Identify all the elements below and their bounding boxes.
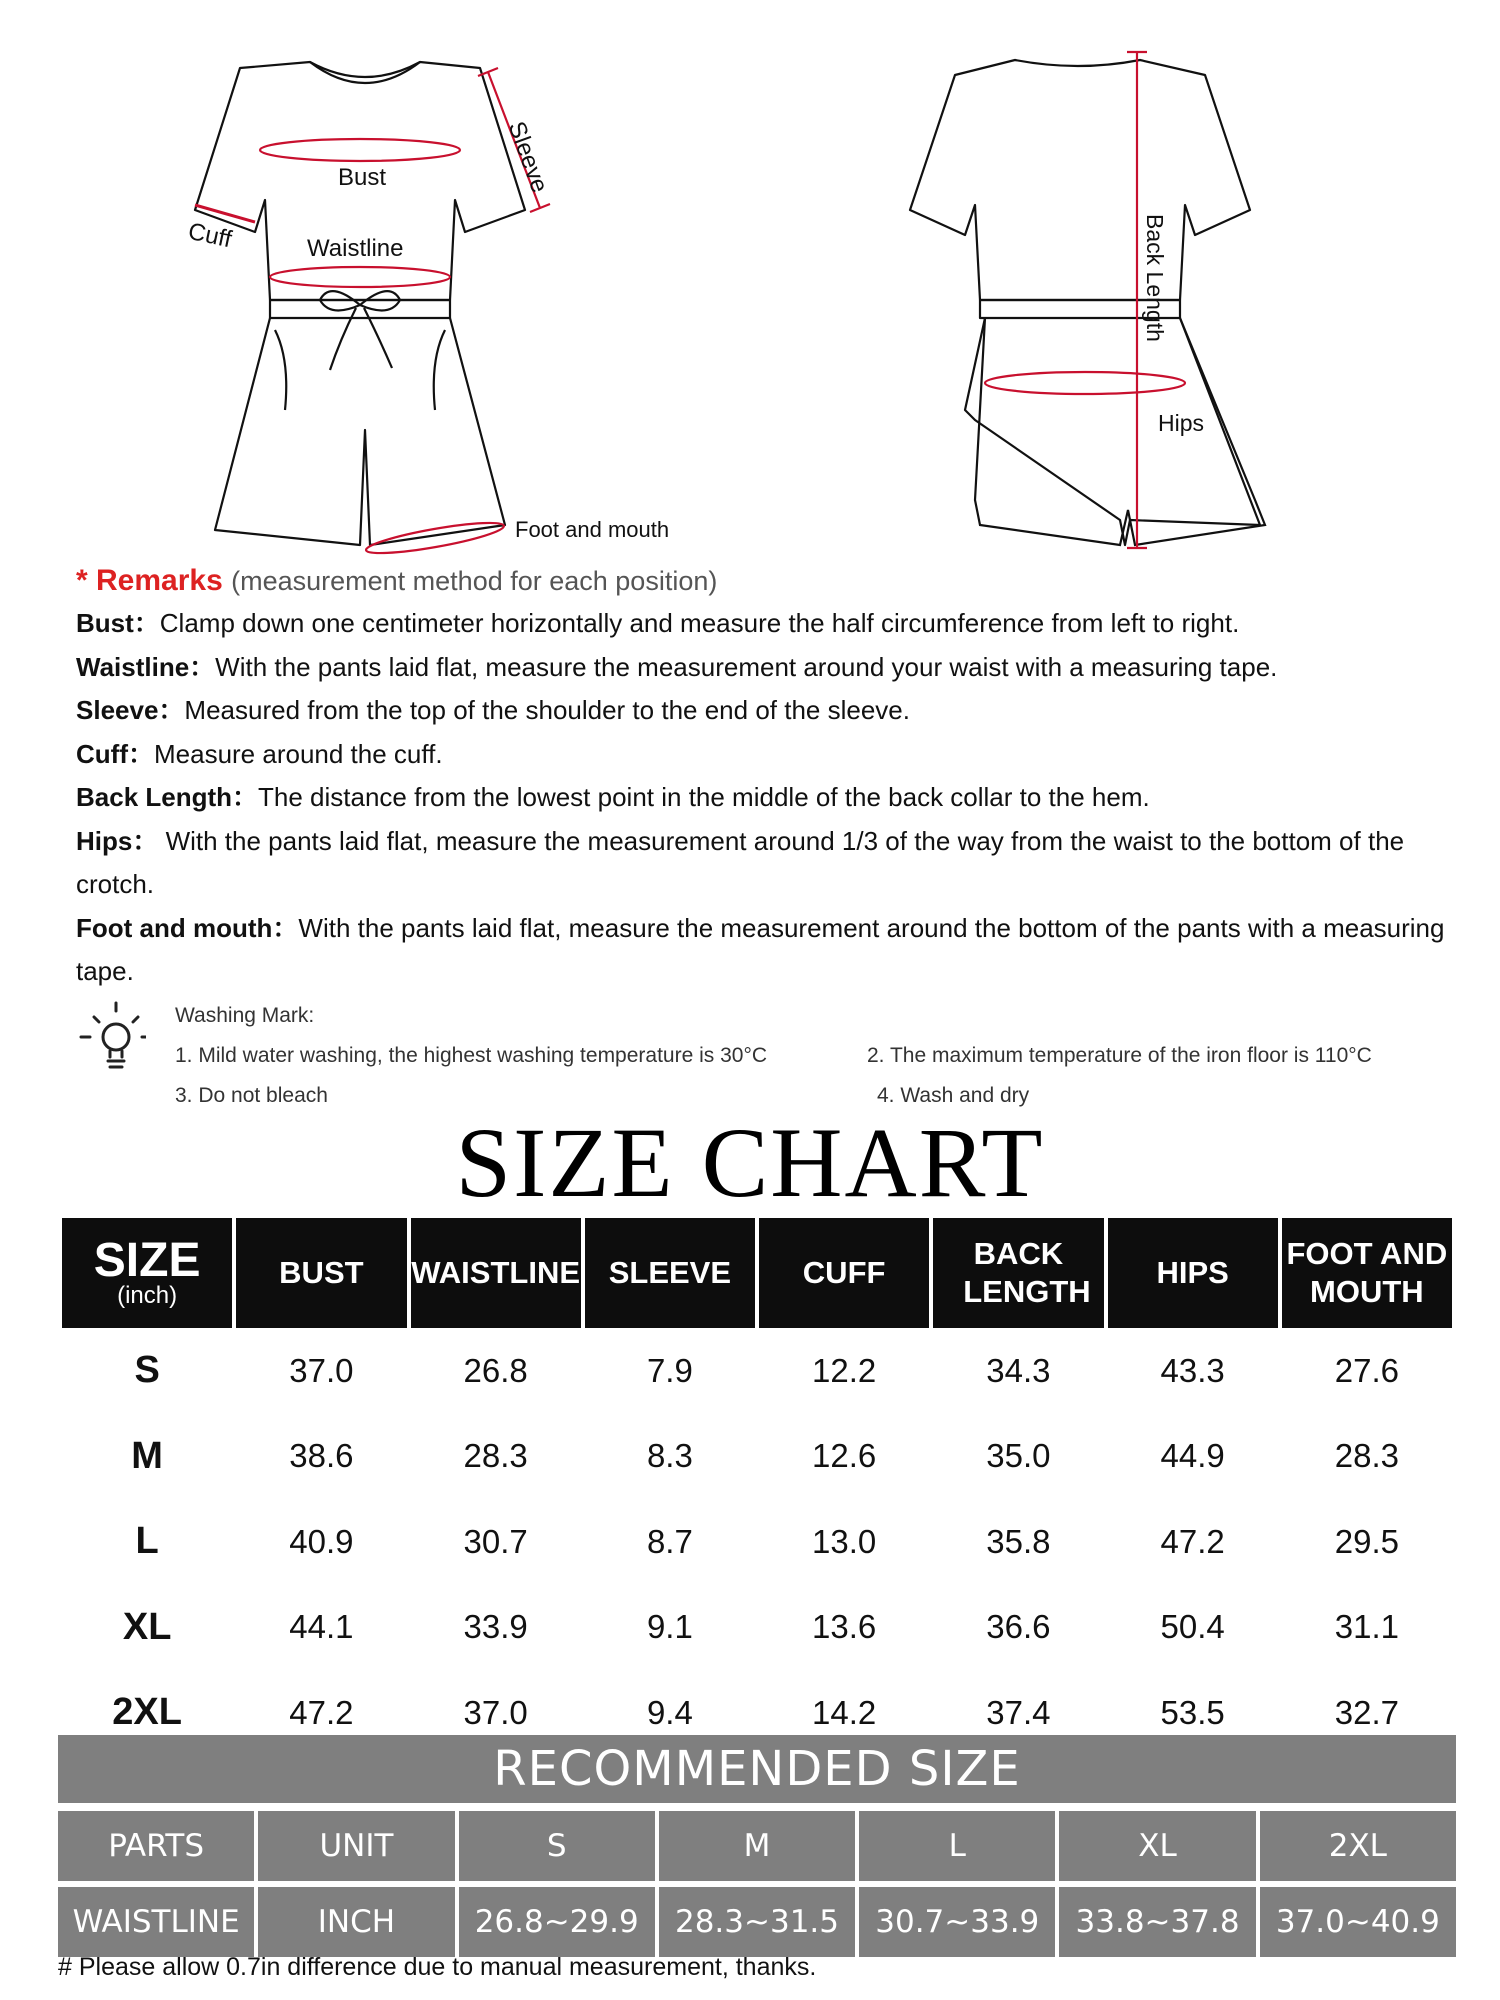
recommended-value-cell: 26.8~29.9 [459, 1887, 655, 1957]
recommended-value-cell: INCH [258, 1887, 454, 1957]
remark-text: The distance from the lowest point in the middle of the back collar to the hem. [258, 782, 1150, 812]
remarks-title [76, 560, 1456, 602]
size-cell: 2XL [112, 1691, 182, 1734]
remark-item [76, 602, 1456, 646]
remarks-heading: * Remarks [76, 564, 223, 597]
front-pocket-right [434, 330, 445, 410]
foot-mouth-measure-line [365, 517, 506, 559]
value-cell: 13.0 [812, 1522, 877, 1560]
size-header-cell [62, 1218, 232, 1328]
washing-item: 2. The maximum temperature of the iron floor is 110°C [867, 1044, 1372, 1067]
size-chart-table [58, 1218, 1456, 1756]
value-cell: 43.3 [1160, 1351, 1225, 1389]
washing-title: Washing Mark: [175, 1004, 315, 1027]
waistline-label: Waistline [307, 235, 404, 262]
foot-mouth-label: Foot and mouth [515, 517, 670, 542]
column-header: HIPS [1108, 1218, 1278, 1328]
remark-term: Bust： [76, 608, 160, 638]
romper-illustration [0, 0, 1500, 570]
recommended-size-table [54, 1805, 1460, 1963]
value-cell: 44.9 [1160, 1437, 1225, 1475]
value-cell: 12.2 [812, 1351, 877, 1389]
size-chart-header-row [62, 1218, 1452, 1328]
value-cell: 27.6 [1334, 1351, 1399, 1389]
recommended-header-row [58, 1811, 1456, 1881]
table-row [62, 1328, 1452, 1414]
washing-item: 1. Mild water washing, the highest washing temperature is 30°C [175, 1044, 768, 1067]
value-cell: 34.3 [986, 1351, 1051, 1389]
cuff-label: Cuff [185, 217, 235, 254]
value-cell: 44.1 [289, 1608, 354, 1646]
remark-text: With the pants laid flat, measure the measurement around your waist with a measuring tape. [215, 651, 1278, 682]
value-cell: 8.7 [646, 1522, 693, 1560]
recommended-header-cell: L [859, 1811, 1055, 1881]
column-header: SLEEVE [585, 1218, 755, 1328]
back-shorts-shape [975, 318, 1265, 545]
bust-label: Bust [338, 164, 387, 191]
waistline-measure-line [270, 267, 450, 287]
recommended-header-cell: 2XL [1260, 1811, 1456, 1881]
value-cell: 8.3 [646, 1437, 693, 1475]
value-cell: 33.9 [463, 1608, 528, 1646]
value-cell: 47.2 [289, 1693, 354, 1731]
recommended-size-section [58, 1735, 1456, 1963]
remark-term: Cuff： [76, 738, 154, 769]
value-cell: 29.5 [1334, 1522, 1399, 1560]
table-row [62, 1499, 1452, 1585]
remark-item [76, 820, 1456, 907]
value-cell: 53.5 [1160, 1693, 1225, 1731]
bust-measure-line [260, 139, 460, 161]
front-pocket-left [275, 330, 286, 410]
remark-text: Measure around the cuff. [153, 738, 443, 769]
remark-term: Hips： [76, 825, 159, 856]
remark-term: Foot and mouth： [76, 912, 299, 943]
remarks-section [76, 560, 1456, 994]
back-shirt-outline [910, 60, 1250, 300]
value-cell: 47.2 [1160, 1522, 1225, 1560]
column-header: WAISTLINE [411, 1218, 581, 1328]
remark-text: With the pants laid flat, measure the measurement around 1/3 of the way from the waist to the bottom of the crotch. [76, 825, 1405, 899]
column-header: CUFF [759, 1218, 929, 1328]
front-neckline [310, 62, 420, 83]
remark-text: Clamp down one centimeter horizontally and measure the half circumference from left to right. [159, 608, 1240, 638]
hips-measure-line [985, 372, 1185, 394]
table-row [62, 1585, 1452, 1671]
remark-item [76, 733, 1456, 777]
remark-term: Waistline： [76, 651, 216, 682]
value-cell: 37.0 [463, 1693, 528, 1731]
size-cell: S [134, 1349, 160, 1392]
recommended-value-row [58, 1887, 1456, 1957]
value-cell: 50.4 [1160, 1608, 1225, 1646]
value-cell: 36.6 [986, 1608, 1051, 1646]
washing-item: 3. Do not bleach [175, 1084, 328, 1107]
unit-header: (inch) [117, 1282, 178, 1309]
sleeve-label: Sleeve [502, 118, 554, 197]
recommended-header-cell: UNIT [258, 1811, 454, 1881]
recommended-value-cell: 28.3~31.5 [659, 1887, 855, 1957]
column-header: BUST [236, 1218, 406, 1328]
remark-item [76, 689, 1456, 733]
value-cell: 28.3 [463, 1437, 528, 1475]
size-header: SIZE [93, 1234, 201, 1287]
front-waistband [270, 300, 450, 318]
recommended-size-title: RECOMMENDED SIZE [58, 1735, 1456, 1803]
washing-section [70, 995, 1470, 1115]
remark-item [76, 776, 1456, 820]
value-cell: 26.8 [463, 1351, 528, 1389]
front-shorts-outline [215, 318, 505, 545]
value-cell: 35.8 [986, 1522, 1051, 1560]
recommended-value-cell: 33.8~37.8 [1059, 1887, 1255, 1957]
recommended-value-cell: 37.0~40.9 [1260, 1887, 1456, 1957]
recommended-header-cell: PARTS [58, 1811, 254, 1881]
value-cell: 30.7 [463, 1522, 528, 1560]
size-cell: L [135, 1520, 159, 1563]
recommended-header-cell: XL [1059, 1811, 1255, 1881]
table-row [62, 1414, 1452, 1500]
value-cell: 37.4 [986, 1693, 1051, 1731]
recommended-value-cell: WAISTLINE [58, 1887, 254, 1957]
value-cell: 37.0 [289, 1351, 354, 1389]
column-header: BACK LENGTH [933, 1218, 1103, 1328]
value-cell: 35.0 [986, 1437, 1051, 1475]
recommended-header-cell: S [459, 1811, 655, 1881]
remark-item [76, 646, 1456, 690]
value-cell: 38.6 [289, 1437, 354, 1475]
value-cell: 9.4 [646, 1693, 693, 1731]
remark-term: Back Length： [76, 782, 259, 812]
hips-label: Hips [1158, 410, 1205, 436]
value-cell: 40.9 [289, 1522, 354, 1560]
back-length-label: Back Length [1142, 214, 1168, 342]
value-cell: 32.7 [1334, 1693, 1399, 1731]
remark-item [76, 907, 1456, 994]
drawstring-bow [320, 291, 400, 370]
recommended-header-cell: M [659, 1811, 855, 1881]
value-cell: 28.3 [1334, 1437, 1399, 1475]
garment-diagram [0, 0, 1500, 570]
size-chart-title: SIZE CHART [455, 1107, 1045, 1218]
size-cell: M [131, 1434, 163, 1477]
value-cell: 9.1 [646, 1608, 693, 1646]
value-cell: 31.1 [1334, 1608, 1399, 1646]
size-cell: XL [122, 1605, 172, 1648]
remark-text: Measured from the top of the shoulder to the end of the sleeve. [184, 695, 910, 725]
recommended-value-cell: 30.7~33.9 [859, 1887, 1055, 1957]
washing-item: 4. Wash and dry [877, 1084, 1030, 1107]
back-shorts-outline [965, 318, 1260, 545]
value-cell: 13.6 [812, 1608, 877, 1646]
value-cell: 12.6 [812, 1437, 877, 1475]
lightbulb-icon [76, 995, 146, 1085]
remarks-subtitle: (measurement method for each position) [231, 566, 718, 596]
remark-text: With the pants laid flat, measure the measurement around the bottom of the pants with a measuring tape. [76, 912, 1445, 986]
value-cell: 14.2 [812, 1693, 877, 1731]
column-header: FOOT AND MOUTH [1282, 1218, 1452, 1328]
remark-term: Sleeve： [76, 695, 185, 725]
value-cell: 7.9 [646, 1351, 693, 1389]
footnote: # Please allow 0.7in difference due to manual measurement, thanks. [58, 1953, 817, 1981]
